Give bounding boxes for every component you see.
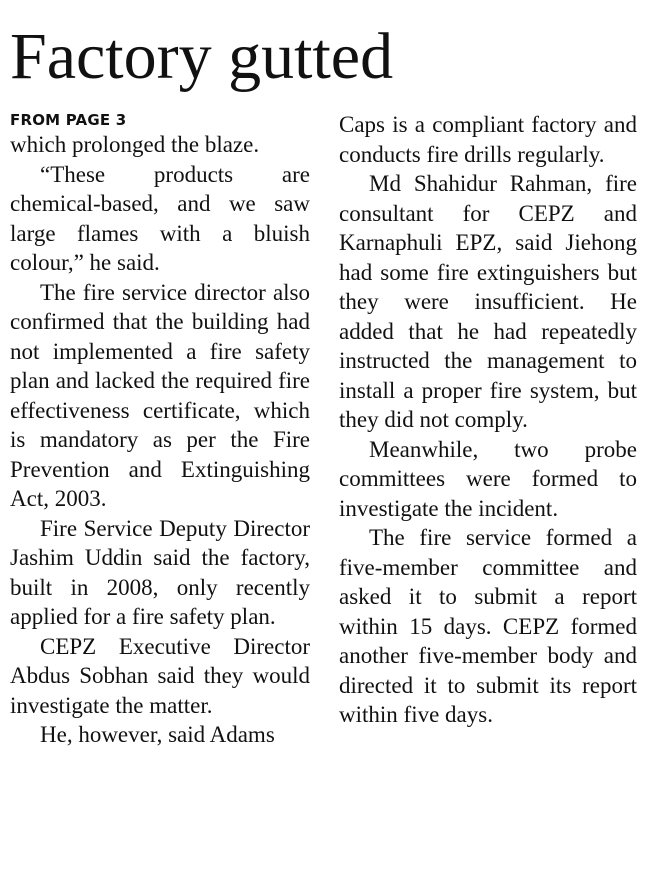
paragraph: Meanwhile, two probe committees were formed to investigate the incident.: [339, 436, 637, 521]
paragraph: Caps is a compliant factory and conducts fire drills regularly.: [339, 112, 637, 167]
paragraph: “These products are chemical-based, and we saw large flames with a bluish colour,” he said.: [10, 161, 310, 275]
paragraph: Md Shahidur Rahman, fire consultant for CEPZ and Karnaphuli EPZ, said Jiehong had some fire extinguishers but they were insufficient. He added that he had repeatedly instructed the management to install a proper fire system, but they did not comply.: [339, 171, 637, 432]
headline: Factory gutted: [10, 20, 394, 93]
continuation-kicker: FROM PAGE 3: [10, 111, 127, 129]
paragraph: which prolonged the blaze.: [10, 132, 260, 157]
paragraph: Fire Service Deputy Director Jashim Uddin said the factory, built in 2008, only recently applied for a fire safety plan.: [10, 515, 310, 629]
paragraph: He, however, said Adams: [40, 722, 275, 747]
article-column-right: [339, 110, 637, 730]
paragraph: The fire service director also confirmed that the building had not implemented a fire safety plan and lacked the required fire effectiveness certificate, which is mandatory as per the Fire Prevention and Extinguishing Act, 2003.: [10, 279, 310, 511]
article-column-left: [10, 110, 310, 750]
paragraph: CEPZ Executive Director Abdus Sobhan said they would investigate the matter.: [10, 633, 310, 718]
paragraph: The fire service formed a five-member committee and asked it to submit a report within 15 days. CEPZ formed another five-member body and directed it to submit its report within five days.: [339, 525, 637, 727]
